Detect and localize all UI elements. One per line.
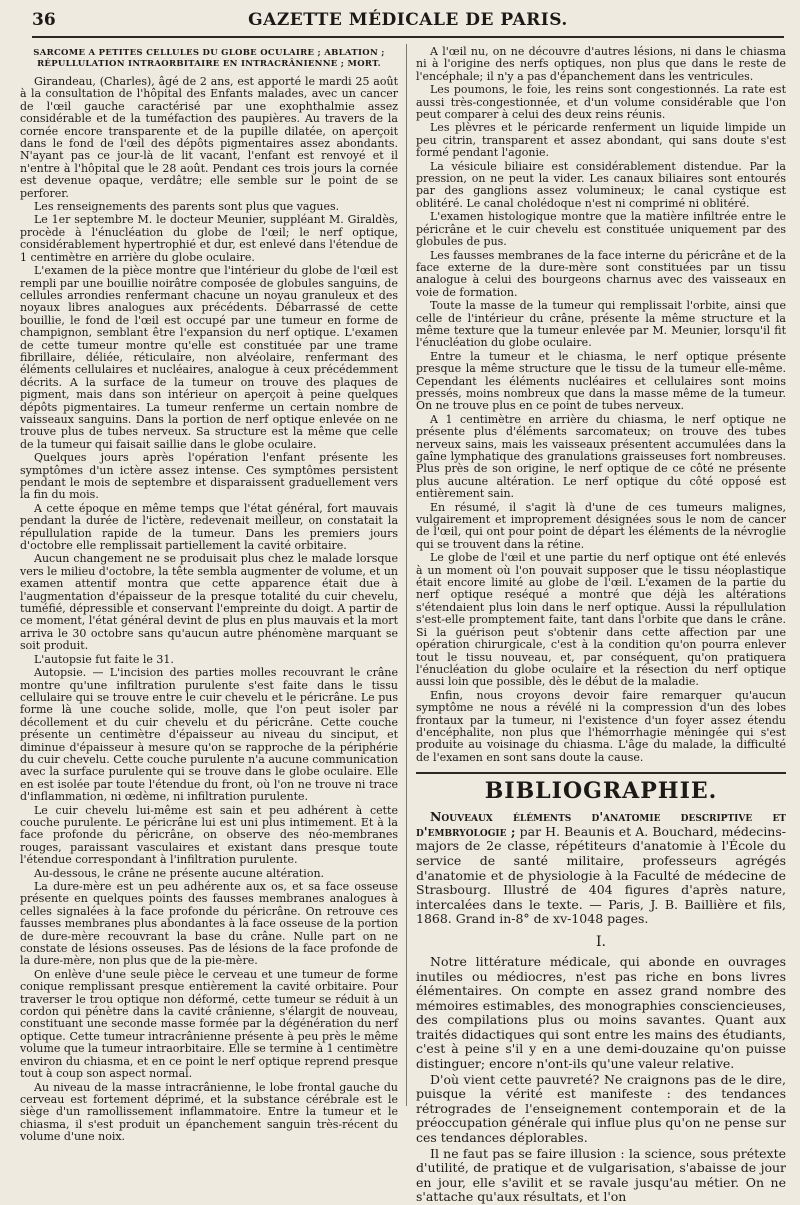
page-number: 36 — [32, 10, 56, 30]
paragraph: Autopsie. — L'incision des parties molles recouvrant le crâne montre qu'une infiltration purulente s'est faite dans le tissu cellulaire qui se trouve entre le cuir chevelu et le péricrâne. Le pus forme là une couche solide, molle, que l'on peut isoler par décollement et du cuir chevelu et du péricrâne. Cette couche présente un centimètre d'épaisseur au niveau du sinciput, et diminue d'épaisseur à mesure qu'on se rapproche de la périphérie du cuir chevelu. Cette couche purulente n'a aucune communication avec la surface purulente qui se trouve dans le globe oculaire. Elle en est isolée par toute l'étendue du front, où l'on ne trouve ni trace d'inflammation, ni œdème, ni infiltration purulente. — [20, 666, 398, 804]
paragraph: Il ne faut pas se faire illusion : la science, sous prétexte d'utilité, de pratique et de vulgarisation, s'abaisse de jour en jour, elle s'avilit et se ravale jusqu'au métier. On ne s'attache qu'aux résultats, et l'on — [416, 1145, 786, 1205]
paragraph: On enlève d'une seule pièce le cerveau et une tumeur de forme conique remplissant presque entièrement la cavité orbitaire. Pour traverser le trou optique non déformé, cette tumeur se réduit à un cordon qui pénètre dans la cavité crânienne, s'élargit de nouveau, constituant une seconde masse formée par la dégénération du nerf optique. Cette tumeur intracrânienne présente à peu près le même volume que la tumeur intraorbitaire. Elle se termine à 1 centimètre environ du chiasma, et en ce point le nerf optique reprend presque tout à coup son aspect normal. — [20, 967, 398, 1081]
paragraph: Toute la masse de la tumeur qui remplissait l'orbite, ainsi que celle de l'intérieur du crâne, présente la même structure et la même texture que la tumeur enlevée par M. Meunier, lorsqu'il fit l'énucléation du globe oculaire. — [416, 299, 786, 350]
paragraph: L'examen histologique montre que la matière infiltrée entre le péricrâne et le cuir chevelu est constituée uniquement par des globules de pus. — [416, 210, 786, 249]
book-title: Nouveaux éléments d'anatomie descriptive et d'embryologie ; — [416, 809, 786, 839]
book-details: par H. Beaunis et A. Bouchard, médecins-majors de 2e classe, répétiteurs d'anatomie à l'École du service de santé militaire, professeurs agrégés d'anatomie et de physiologie à la Faculté de médecine de Strasbourg. Illustré de 404 figures d'après nature, intercalées dans le texte. — Paris, J. B. Baillière et fils, 1868. Grand in-8° de xv-1048 pages. — [416, 823, 786, 927]
paragraph: Au niveau de la masse intracrânienne, le lobe frontal gauche du cerveau est fortement déprimé, et la substance cérébrale est le siège d'un ramollissement inflammatoire. Entre la tumeur et le chiasma, il s'est produit un épanchement sanguin très-récent du volume d'une noix. — [20, 1080, 398, 1144]
paragraph: A 1 centimètre en arrière du chiasma, le nerf optique ne présente plus d'éléments sarcomateux; on trouve des tubes nerveux sains, mais les vaisseaux présentent accumulées dans la gaîne lymphatique des granulations graisseuses fort nombreuses. Plus près de son origine, le nerf optique de ce côté ne présente plus aucune altération. Le nerf optique du côté opposé est entièrement sain. — [416, 412, 786, 501]
paragraph: Girandeau, (Charles), âgé de 2 ans, est apporté le mardi 25 août à la consultation de l'hôpital des Enfants malades, avec un cancer de l'œil gauche caractérisé par une exophthalmie assez considérable et de la tuméfaction des paupières. Au travers de la cornée encore transparente et de la pupille dilatée, on aperçoit dans le fond de l'œil des dépôts pigmentaires assez abondants. N'ayant pas ce jour-là de lit vacant, l'enfant est renvoyé et il n'entre à l'hôpital que le 28 août. Pendant ces trois jours la cornée est devenue opaque, verdâtre; elle semble sur le point de se perforer. — [20, 75, 398, 200]
bibliography-title: BIBLIOGRAPHIE. — [484, 778, 718, 805]
header-rule — [32, 36, 784, 38]
paragraph: La vésicule biliaire est considérablement distendue. Par la pression, on ne peut la vider. Les canaux biliaires sont entourés par des ganglions assez volumineux; le canal cystique est oblitéré. Le canal cholédoque n'est ni comprimé ni oblitéré. — [416, 159, 786, 210]
bibliography-section — [416, 778, 786, 1205]
paragraph: Les plèvres et le péricarde renferment un liquide limpide un peu citrin, transparent et assez abondant, qui sans doute s'est formé pendant l'agonie. — [416, 121, 786, 160]
paragraph: Au-dessous, le crâne ne présente aucune altération. — [34, 866, 325, 880]
paragraph: Le cuir chevelu lui-même est sain et peu adhérent à cette couche purulente. Le péricrâne lui est uni plus intimement. Et à la face profonde du péricrâne, on observe des néo-membranes rouges, paraissant vasculaires et existant dans presque toute l'étendue correspondant à l'infiltration purulente. — [20, 803, 398, 867]
bibliography-body — [416, 955, 786, 1205]
paragraph: Aucun changement ne se produisait plus chez le malade lorsque vers le milieu d'octobre, la tête sembla augmenter de volume, et un examen attentif montra que cette apparence était due à l'augmentation d'épaisseur de la presque totalité du cuir chevelu, tuméfié, dépressible et conservant l'empreinte du doigt. A partir de ce moment, l'état général devint de plus en plus mauvais et la mort arriva le 30 octobre sans qu'aucun autre phénomène marquant se soit produit. — [20, 552, 398, 653]
paragraph: En résumé, il s'agit là d'une de ces tumeurs malignes, vulgairement et improprement désignées sous le nom de cancer de l'œil, qui ont pour point de départ les éléments de la névroglie qui se trouvent dans la rétine. — [416, 500, 786, 551]
paragraph: Le globe de l'œil et une partie du nerf optique ont été enlevés à un moment où l'on pouvait supposer que le tissu néoplastique était encore limité au globe de l'œil. L'examen de la partie du nerf optique reséqué a montré que déjà les altérations s'étendaient plus loin dans le nerf optique. Aussi la répullulation s'est-elle promptement faite, tant dans l'orbite que dans le crâne. Si la guérison peut s'obtenir dans cette affection par une opération chirurgicale, c'est à la condition qu'on pourra enlever tout le tissu nouveau, et, par conséquent, qu'on pratiquera l'énucléation du globe oculaire et la résection du nerf optique aussi loin que possible, dès le début de la maladie. — [416, 551, 786, 689]
paragraph: Notre littérature médicale, qui abonde en ouvrages inutiles ou médiocres, n'est pas riche en bons livres élémentaires. On compte en assez grand nombre des mémoires estimables, des monographies consciencieuses, des compilations plus ou moins savantes. Quant aux traités didactiques qui sont entre les mains des étudiants, c'est à peine s'il y en a une demi-douzaine qu'on puisse distinguer; encore n'ont-ils qu'une valeur relative. — [416, 953, 786, 1072]
section-rule — [416, 772, 786, 774]
column-divider — [406, 44, 407, 1106]
paragraph: Les renseignements des parents sont plus que vagues. — [34, 200, 340, 214]
paragraph: Les poumons, le foie, les reins sont congestionnés. La rate est aussi très-congestionnée, et d'un volume considérable que l'on peut comparer à celui des deux reins réunis. — [416, 83, 786, 122]
left-column — [20, 46, 398, 1144]
paragraph: L'autopsie fut faite le 31. — [34, 652, 174, 666]
journal-title: GAZETTE MÉDICALE DE PARIS. — [248, 10, 568, 30]
paragraph: Entre la tumeur et le chiasma, le nerf optique présente presque la même structure que le tissu de la tumeur elle-même. Cependant les éléments nucléaires et cellulaires sont moins pressés, moins nombreux que dans la masse même de la tumeur. On ne trouve plus en ce point de tubes nerveux. — [416, 349, 786, 413]
paragraph: Quelques jours après l'opération l'enfant présente les symptômes d'un ictère assez intense. Ces symptômes persistent pendant le mois de septembre et disparaissent graduellement vers la fin du mois. — [20, 451, 398, 502]
paragraph: Les fausses membranes de la face interne du péricrâne et de la face externe de la dure-mère sont constituées par un tissu analogue à celui des bourgeons charnus avec des vaisseaux en voie de formation. — [416, 248, 786, 299]
paragraph: D'où vient cette pauvreté? Ne craignons pas de le dire, puisque la vérité est manifeste : des tendances rétrogrades de l'enseignement contemporain et de la préoccupation générale qui influe plus qu'on ne pense sur ces tendances déplorables. — [416, 1071, 786, 1146]
right-column — [416, 45, 786, 1205]
page-header — [32, 10, 784, 34]
paragraph: A l'œil nu, on ne découvre d'autres lésions, ni dans le chiasma ni à l'origine des nerfs optiques, non plus que dans le reste de l'encéphale; il n'y a pas d'épanchement dans les ventricules. — [416, 45, 786, 83]
section-number: I. — [596, 933, 606, 950]
paragraph: L'examen de la pièce montre que l'intérieur du globe de l'œil est rempli par une bouillie noirâtre composée de globules sanguins, de cellules arrondies renfermant chacune un noyau granuleux et des noyaux libres analogues aux précédents. Débarrassé de cette bouillie, le fond de l'œil est occupé par une tumeur en forme de champignon, semblant être l'expansion du nerf optique. L'examen de cette tumeur montre qu'elle est constituée par une trame fibrillaire, déliée, réticulaire, non alvéolaire, renfermant des éléments cellulaires et nucléaires, analogue à ceux précédemment décrits. A la surface de la tumeur on trouve des plaques de pigment, mais dans son intérieur on aperçoit à peine quelques dépôts pigmentaires. La tumeur renferme un certain nombre de vaisseaux sanguins. Dans la portion de nerf optique enlevée on ne trouve plus de tubes nerveux. Sa structure est la même que celle de la tumeur qui faisait saillie dans le globe oculaire. — [20, 264, 398, 451]
paragraph: La dure-mère est un peu adhérente aux os, et sa face osseuse présente en quelques points des fausses membranes analogues à celles signalées à la face profonde du péricrâne. On retrouve ces fausses membranes plus abondantes à la face osseuse de la portion de dure-mère recouvrant la base du crâne. Nulle part on ne constate de lésions osseuses. Pas de lésions de la face profonde de la dure-mère, non plus que de la pie-mère. — [20, 880, 398, 968]
bibliography-entry — [416, 810, 786, 927]
paragraph: A cette époque en même temps que l'état général, fort mauvais pendant la durée de l'ictère, redevenait meilleur, on constatait la répullulation rapide de la tumeur. Dans les premiers jours d'octobre elle remplissait partiellement la cavité orbitaire. — [20, 501, 398, 553]
paragraph: Le 1er septembre M. le docteur Meunier, suppléant M. Giraldès, procède à l'énucléation du globe de l'œil; le nerf optique, considérablement hypertrophié et dur, est enlevé dans l'étendue de 1 centimètre en arrière du globe oculaire. — [20, 213, 398, 264]
paragraph: Enfin, nous croyons devoir faire remarquer qu'aucun symptôme ne nous a révélé ni la compression d'un des lobes frontaux par la tumeur, ni l'existence d'un foyer assez étendu d'encéphalite, non plus que l'hémorrhagie méningée qui s'est produite au voisinage du chiasma. L'âge du malade, la difficulté de l'examen en sont sans doute la cause. — [416, 688, 786, 764]
article-heading: SARCOME A PETITES CELLULES DU GLOBE OCULAIRE ; ABLATION ; RÉPULLULATION INTRAORBITAIRE EN INTRACRÂNIENNE ; MORT. — [33, 48, 385, 69]
